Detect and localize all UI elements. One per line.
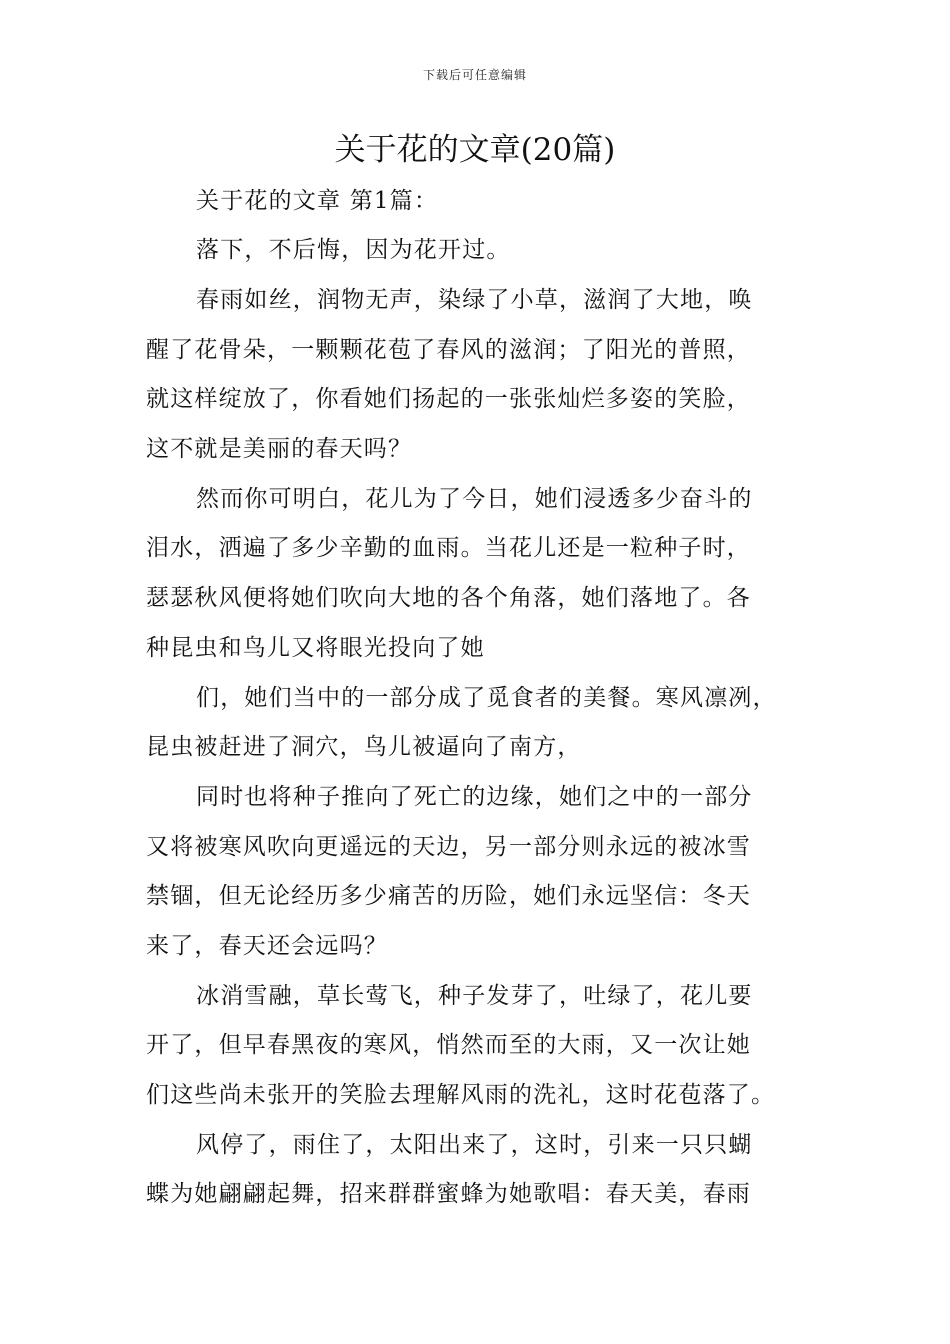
text-line: 种昆虫和鸟儿又将眼光投向了她 — [146, 635, 485, 661]
text-line: 就这样绽放了，你看她们扬起的一张张灿烂多姿的笑脸， — [146, 386, 751, 412]
text-line: 落下，不后悔，因为花开过。 — [196, 237, 511, 263]
text-line: 瑟瑟秋风便将她们吹向大地的各个角落，她们落地了。各 — [146, 585, 751, 611]
text-line: 同时也将种子推向了死亡的边缘，她们之中的一部分 — [196, 784, 753, 810]
section-heading: 关于花的文章 第1篇： — [196, 188, 439, 214]
text-line: 禁锢，但无论经历多少痛苦的历险，她们永远坚信：冬天 — [146, 883, 751, 909]
text-line: 然而你可明白，花儿为了今日，她们浸透多少奋斗的 — [196, 486, 753, 512]
text-line: 风停了，雨住了，太阳出来了，这时，引来一只只蝴 — [196, 1132, 753, 1158]
text-line: 泪水，洒遍了多少辛勤的血雨。当花儿还是一粒种子时， — [146, 535, 751, 561]
text-line: 们，她们当中的一部分成了觅食者的美餐。寒风凛冽， — [196, 685, 777, 711]
text-line: 蝶为她翩翩起舞，招来群群蜜蜂为她歌唱：春天美，春雨 — [146, 1181, 751, 1207]
text-line: 冰消雪融，草长莺飞，种子发芽了，吐绿了，花儿要 — [196, 983, 753, 1009]
text-line: 来了，春天还会远吗？ — [146, 933, 388, 959]
text-line: 昆虫被赶进了洞穴，鸟儿被逼向了南方， — [146, 734, 582, 760]
text-line: 们这些尚未张开的笑脸去理解风雨的洗礼，这时花苞落了。 — [146, 1082, 776, 1108]
text-line: 又将被寒风吹向更遥远的天边，另一部分则永远的被冰雪 — [146, 834, 751, 860]
text-line: 开了，但早春黑夜的寒风，悄然而至的大雨，又一次让她 — [146, 1032, 751, 1058]
header-note: 下载后可任意编辑 — [422, 68, 527, 82]
text-line: 醒了花骨朵，一颗颗花苞了春风的滋润；了阳光的普照， — [146, 337, 751, 363]
text-line: 这不就是美丽的春天吗？ — [146, 436, 413, 462]
text-line: 春雨如丝，润物无声，染绿了小草，滋润了大地，唤 — [196, 287, 753, 313]
document-title: 关于花的文章(20篇) — [334, 132, 616, 168]
